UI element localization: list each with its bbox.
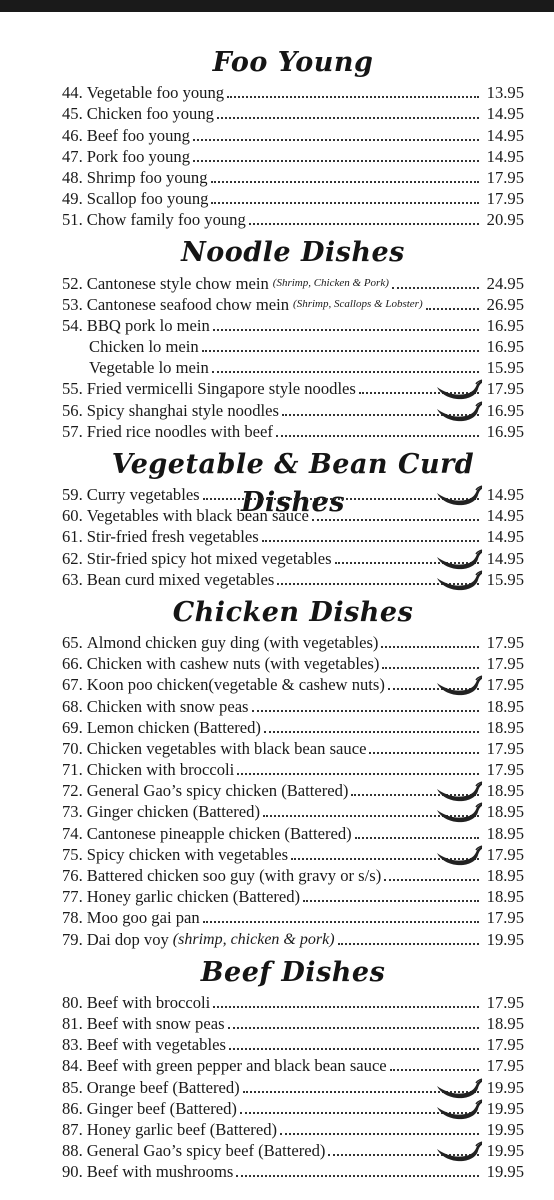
item-number: 52.	[62, 273, 83, 293]
item-number: 87.	[62, 1119, 83, 1139]
dot-leader	[213, 315, 479, 336]
dot-leader	[384, 865, 479, 886]
chili-pepper-icon	[435, 1078, 483, 1100]
item-name: Vegetables with black bean sauce	[86, 506, 309, 526]
item-price: 14.95	[486, 125, 524, 145]
dot-leader	[203, 484, 479, 505]
item-price: 19.95	[486, 1141, 524, 1161]
item-name: Spicy shanghai style noodles	[86, 400, 279, 420]
item-price: 18.95	[486, 717, 524, 737]
item-name: General Gao’s spicy beef (Battered)	[86, 1141, 326, 1161]
item-name: Bean curd mixed vegetables	[86, 569, 275, 589]
item-name: Spicy chicken with vegetables	[86, 844, 289, 864]
item-number: 79.	[62, 929, 83, 949]
dot-leader	[237, 759, 479, 780]
item-price: 16.95	[486, 421, 524, 441]
menu-section	[62, 446, 524, 590]
item-name: Cantonese seafood chow mein	[86, 294, 290, 314]
menu-item	[62, 505, 524, 526]
item-price: 13.95	[486, 83, 524, 103]
item-number: 69.	[62, 717, 83, 737]
menu-item	[62, 336, 524, 357]
item-name: Moo goo gai pan	[86, 908, 200, 928]
dot-leader	[303, 886, 479, 907]
dot-leader	[276, 421, 479, 442]
item-name: Orange beef (Battered)	[86, 1077, 240, 1097]
chili-pepper-icon	[435, 781, 483, 803]
menu-section	[62, 234, 524, 442]
item-number: 83.	[62, 1035, 83, 1055]
item-name: Chow family foo young	[86, 210, 246, 230]
item-price: 14.95	[486, 506, 524, 526]
menu-item	[62, 1013, 524, 1034]
menu-item	[62, 992, 524, 1013]
menu-item	[62, 801, 524, 822]
item-number: 57.	[62, 421, 83, 441]
item-name: Dai dop voy	[86, 929, 169, 949]
item-price: 17.95	[486, 1035, 524, 1055]
item-number: 63.	[62, 569, 83, 589]
item-name: Cantonese style chow mein	[86, 273, 269, 293]
item-number: 84.	[62, 1056, 83, 1076]
menu-page	[62, 40, 524, 1182]
item-number: 67.	[62, 675, 83, 695]
menu-item	[62, 886, 524, 907]
menu-item	[62, 547, 524, 568]
item-note: (shrimp, chicken & pork)	[172, 930, 335, 948]
dot-leader	[227, 82, 479, 103]
item-price: 15.95	[486, 569, 524, 589]
dot-leader	[193, 125, 479, 146]
item-price: 18.95	[486, 696, 524, 716]
menu-item	[62, 1119, 524, 1140]
menu-item	[62, 272, 524, 293]
item-price: 14.95	[486, 527, 524, 547]
dot-leader	[240, 1098, 479, 1119]
item-name: Beef with vegetables	[86, 1035, 226, 1055]
menu-item	[62, 674, 524, 695]
item-number: 90.	[62, 1162, 83, 1182]
item-number: 53.	[62, 294, 83, 314]
menu-item	[62, 421, 524, 442]
dot-leader	[262, 526, 479, 547]
item-price: 17.95	[486, 675, 524, 695]
menu-item	[62, 759, 524, 780]
item-price: 17.95	[486, 632, 524, 652]
menu-item	[62, 167, 524, 188]
menu-item	[62, 1034, 524, 1055]
item-price: 17.95	[486, 379, 524, 399]
dot-leader	[277, 569, 479, 590]
menu-item	[62, 717, 524, 738]
dot-leader	[282, 400, 479, 421]
item-number: 66.	[62, 654, 83, 674]
item-number: 51.	[62, 210, 83, 230]
menu-item	[62, 1076, 524, 1097]
item-price: 16.95	[486, 337, 524, 357]
dot-leader	[264, 717, 479, 738]
item-name: Beef with green pepper and black bean sauce	[86, 1056, 387, 1076]
item-number: 77.	[62, 887, 83, 907]
menu-item	[62, 738, 524, 759]
item-price: 16.95	[486, 400, 524, 420]
item-name: Vegetable foo young	[86, 83, 225, 103]
item-price: 18.95	[486, 781, 524, 801]
item-price: 14.95	[486, 146, 524, 166]
menu-item	[62, 357, 524, 378]
item-price: 17.95	[486, 908, 524, 928]
item-number: 74.	[62, 823, 83, 843]
dot-leader	[328, 1140, 479, 1161]
dot-leader	[213, 992, 479, 1013]
item-number: 62.	[62, 548, 83, 568]
menu-item	[62, 1140, 524, 1161]
item-price: 19.95	[486, 929, 524, 949]
dot-leader	[355, 823, 479, 844]
item-price: 17.95	[486, 760, 524, 780]
section-heading: Foo Young	[212, 47, 374, 78]
item-name: Almond chicken guy ding (with vegetables)	[86, 632, 379, 652]
item-price: 19.95	[486, 1098, 524, 1118]
item-price: 18.95	[486, 887, 524, 907]
chili-pepper-icon	[435, 401, 483, 423]
item-number: 76.	[62, 866, 83, 885]
item-number: 73.	[62, 802, 83, 822]
menu-item	[62, 315, 524, 336]
item-name: Fried rice noodles with beef	[86, 421, 273, 441]
item-price: 15.95	[486, 358, 524, 378]
item-price: 17.95	[486, 844, 524, 864]
chili-pepper-icon	[435, 485, 483, 507]
item-price: 24.95	[486, 273, 524, 293]
menu-item	[62, 103, 524, 124]
item-name: Chicken foo young	[86, 104, 214, 124]
item-name: Fried vermicelli Singapore style noodles	[86, 379, 356, 399]
item-price: 26.95	[486, 294, 524, 314]
chili-pepper-icon	[435, 845, 483, 867]
dot-leader	[249, 209, 479, 230]
dot-leader	[382, 653, 479, 674]
item-number: 44.	[62, 83, 83, 103]
item-number: 81.	[62, 1013, 83, 1033]
item-number: 54.	[62, 315, 83, 335]
chili-pepper-icon	[435, 802, 483, 824]
item-number: 55.	[62, 379, 83, 399]
menu-item	[62, 1055, 524, 1076]
dot-leader	[359, 378, 479, 399]
item-name: BBQ pork lo mein	[86, 315, 210, 335]
dot-leader	[381, 632, 479, 653]
menu-item	[62, 1098, 524, 1119]
dot-leader	[291, 844, 479, 865]
item-number: 70.	[62, 738, 83, 758]
item-price: 16.95	[486, 315, 524, 335]
dot-leader	[426, 294, 479, 315]
item-name: Honey garlic beef (Battered)	[86, 1119, 278, 1139]
dot-leader	[243, 1077, 479, 1098]
item-number: 49.	[62, 189, 83, 209]
item-number: 86.	[62, 1098, 83, 1118]
menu-item	[62, 124, 524, 145]
item-name: Ginger beef (Battered)	[86, 1098, 237, 1118]
chili-pepper-icon	[435, 570, 483, 592]
menu-item	[62, 844, 524, 865]
dot-leader	[202, 336, 479, 357]
item-name: Ginger chicken (Battered)	[86, 802, 260, 822]
menu-item	[62, 695, 524, 716]
item-number: 71.	[62, 760, 83, 780]
dot-leader	[338, 929, 479, 950]
item-name: Stir-fried fresh vegetables	[86, 527, 259, 547]
item-price: 19.95	[486, 1119, 524, 1139]
dot-leader	[212, 357, 479, 378]
dot-leader	[228, 1013, 479, 1034]
menu-item	[62, 865, 524, 886]
item-price: 18.95	[486, 823, 524, 843]
item-name: Chicken with broccoli	[86, 760, 235, 780]
menu-section	[62, 44, 524, 230]
item-name: Honey garlic chicken (Battered)	[86, 887, 301, 907]
menu-item	[62, 907, 524, 928]
menu-section	[62, 954, 524, 1183]
menu-item	[62, 294, 524, 315]
item-price: 20.95	[486, 210, 524, 230]
item-number: 61.	[62, 527, 83, 547]
dot-leader	[388, 674, 479, 695]
dot-leader	[369, 738, 479, 759]
item-price: 18.95	[486, 866, 524, 885]
menu-item	[62, 378, 524, 399]
item-name: Beef with broccoli	[86, 992, 211, 1012]
item-number: 45.	[62, 104, 83, 124]
dot-leader	[263, 801, 479, 822]
item-number: 47.	[62, 146, 83, 166]
item-name: Beef foo young	[86, 125, 190, 145]
item-price: 14.95	[486, 104, 524, 124]
item-number: 46.	[62, 125, 83, 145]
item-number: 75.	[62, 844, 83, 864]
dot-leader	[312, 505, 479, 526]
menu-item	[62, 653, 524, 674]
item-name: Koon poo chicken(vegetable & cashew nuts)	[86, 675, 385, 695]
menu-item	[62, 82, 524, 103]
item-price: 18.95	[486, 1013, 524, 1033]
item-number: 56.	[62, 400, 83, 420]
item-name: Battered chicken soo guy (with gravy or s/s)	[86, 866, 382, 885]
item-price: 17.95	[486, 167, 524, 187]
menu-item	[62, 822, 524, 843]
item-name: Stir-fried spicy hot mixed vegetables	[86, 548, 332, 568]
chili-pepper-icon	[435, 379, 483, 401]
item-name: Chicken vegetables with black bean sauce	[86, 738, 367, 758]
item-name: Pork foo young	[86, 146, 190, 166]
item-price: 17.95	[486, 738, 524, 758]
item-number: 80.	[62, 992, 83, 1012]
item-number: 68.	[62, 696, 83, 716]
item-price: 19.95	[486, 1162, 524, 1182]
item-name: Scallop foo young	[86, 189, 209, 209]
item-price: 17.95	[486, 992, 524, 1012]
item-name: General Gao’s spicy chicken (Battered)	[86, 781, 349, 801]
menu-item	[62, 484, 524, 505]
dot-leader	[217, 103, 479, 124]
menu-item	[62, 1161, 524, 1182]
item-name: Lemon chicken (Battered)	[86, 717, 261, 737]
dot-leader	[211, 188, 479, 209]
menu-section	[62, 594, 524, 950]
item-name: Beef with snow peas	[86, 1013, 225, 1033]
item-price: 14.95	[486, 485, 524, 504]
section-heading: Chicken Dishes	[172, 596, 414, 628]
top-bar	[0, 0, 554, 12]
item-price: 18.95	[486, 802, 524, 822]
menu-item	[62, 399, 524, 420]
chili-pepper-icon	[435, 1141, 483, 1163]
dot-leader	[229, 1034, 479, 1055]
chili-pepper-icon	[435, 549, 483, 571]
chili-pepper-icon	[435, 675, 483, 697]
item-number: 72.	[62, 781, 83, 801]
dot-leader	[390, 1055, 479, 1076]
item-name: Chicken with snow peas	[86, 696, 249, 716]
menu-item	[62, 569, 524, 590]
menu-item	[62, 209, 524, 230]
dot-leader	[252, 696, 479, 717]
dot-leader	[203, 907, 479, 928]
dot-leader	[335, 548, 479, 569]
item-price: 17.95	[486, 189, 524, 209]
dot-leader	[392, 273, 479, 294]
menu-item	[62, 780, 524, 801]
dot-leader	[280, 1119, 479, 1140]
item-number: 48.	[62, 167, 83, 187]
chili-pepper-icon	[435, 1099, 483, 1121]
item-number: 59.	[62, 485, 83, 504]
dot-leader	[211, 167, 479, 188]
item-note: (Shrimp, Scallops & Lobster)	[293, 297, 423, 310]
menu-item	[62, 188, 524, 209]
item-price: 19.95	[486, 1077, 524, 1097]
section-heading: Noodle Dishes	[181, 237, 405, 269]
menu-item	[62, 526, 524, 547]
dot-leader	[351, 780, 479, 801]
item-name: Shrimp foo young	[86, 167, 208, 187]
menu-item	[62, 632, 524, 653]
item-price: 17.95	[486, 654, 524, 674]
item-price: 14.95	[486, 548, 524, 568]
item-number: 60.	[62, 506, 83, 526]
section-heading: Vegetable & Bean Curd Dishes	[111, 448, 475, 518]
dot-leader	[236, 1161, 479, 1182]
item-number: 78.	[62, 908, 83, 928]
item-number: 65.	[62, 632, 83, 652]
item-name: Chicken with cashew nuts (with vegetables)	[86, 654, 380, 674]
menu-item	[62, 928, 524, 949]
dot-leader	[193, 146, 479, 167]
section-heading: Beef Dishes	[200, 956, 386, 988]
item-name: Vegetable lo mein	[89, 358, 209, 378]
item-name: Beef with mushrooms	[86, 1162, 234, 1182]
menu-item	[62, 146, 524, 167]
item-price: 17.95	[486, 1056, 524, 1076]
item-name: Chicken lo mein	[89, 337, 199, 357]
item-number: 85.	[62, 1077, 83, 1097]
item-name: Curry vegetables	[86, 485, 200, 504]
item-number: 88.	[62, 1141, 83, 1161]
item-name: Cantonese pineapple chicken (Battered)	[86, 823, 352, 843]
item-note: (Shrimp, Chicken & Pork)	[272, 276, 389, 289]
